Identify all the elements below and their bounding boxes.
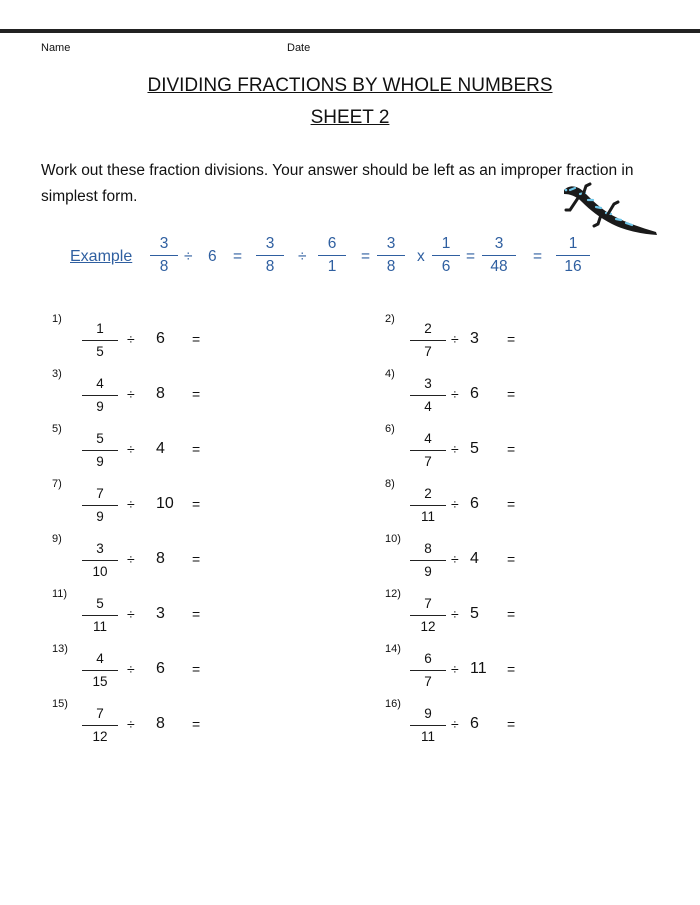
- whole-number: 5: [470, 440, 479, 457]
- divide-symbol: ÷: [127, 606, 135, 622]
- whole-number: 5: [470, 605, 479, 622]
- worksheet-subtitle: SHEET 2: [310, 107, 390, 128]
- divide-symbol: ÷: [127, 551, 135, 567]
- whole-number: 4: [156, 440, 165, 457]
- whole-number: 6: [156, 660, 165, 677]
- problem-item: [385, 588, 685, 640]
- problem-fraction: [410, 539, 446, 582]
- problem-item: [385, 423, 685, 475]
- equals-symbol: =: [192, 386, 201, 402]
- equals-symbol: =: [192, 441, 201, 457]
- divide-symbol: ÷: [127, 716, 135, 732]
- problem-item: [52, 478, 352, 530]
- fraction-denominator: 9: [96, 454, 104, 470]
- example-fraction: 1 6: [432, 234, 460, 277]
- fraction-denominator: 7: [424, 674, 432, 690]
- example-fraction: 3 8: [256, 234, 284, 277]
- fraction-denominator: 10: [92, 564, 108, 580]
- fraction-numerator: 6: [424, 651, 432, 666]
- equals-symbol: =: [192, 716, 201, 732]
- problem-item: [52, 423, 352, 475]
- divide-symbol: ÷: [451, 386, 459, 402]
- problem-fraction: [410, 594, 446, 637]
- problem-number: 2): [385, 313, 395, 325]
- name-label: Name: [41, 42, 71, 54]
- fraction-numerator: 8: [424, 541, 432, 556]
- equals-symbol: =: [192, 551, 201, 567]
- equals-symbol: =: [192, 606, 201, 622]
- fraction-numerator: 2: [424, 321, 432, 336]
- divide-symbol: ÷: [451, 331, 459, 347]
- problem-number: 4): [385, 368, 395, 380]
- fraction-denominator: 15: [92, 674, 108, 690]
- problem-fraction: [82, 319, 118, 362]
- problem-item: [52, 588, 352, 640]
- fraction-numerator: 3: [96, 541, 104, 556]
- divide-symbol: ÷: [451, 496, 459, 512]
- whole-number: 4: [470, 550, 479, 567]
- problem-fraction: [82, 594, 118, 637]
- whole-number: 11: [470, 660, 487, 677]
- whole-number: 8: [156, 385, 165, 402]
- equals-symbol: =: [361, 248, 371, 265]
- fraction-numerator: 4: [96, 651, 104, 666]
- problem-number: 5): [52, 423, 62, 435]
- fraction-denominator: 9: [424, 564, 432, 580]
- divide-symbol: ÷: [451, 716, 459, 732]
- problem-fraction: [410, 484, 446, 527]
- problem-number: 3): [52, 368, 62, 380]
- problem-fraction: [82, 484, 118, 527]
- problem-fraction: [410, 429, 446, 472]
- whole-number: 10: [156, 495, 174, 512]
- problem-item: [385, 368, 685, 420]
- equals-symbol: =: [507, 441, 516, 457]
- problem-fraction: [82, 429, 118, 472]
- equals-symbol: =: [507, 386, 516, 402]
- divide-symbol: ÷: [298, 248, 307, 265]
- problem-item: [385, 698, 685, 750]
- whole-number: 6: [156, 330, 165, 347]
- fraction-numerator: 7: [96, 706, 104, 721]
- problem-number: 15): [52, 698, 68, 710]
- problem-item: [52, 698, 352, 750]
- problem-number: 9): [52, 533, 62, 545]
- fraction-denominator: 5: [96, 344, 104, 360]
- fraction-numerator: 1: [96, 321, 104, 336]
- fraction-denominator: 7: [424, 454, 432, 470]
- whole-number: 8: [156, 550, 165, 567]
- fraction-denominator: 11: [420, 729, 435, 745]
- instructions: Work out these fraction divisions. Your answer should be left as an improper fraction in simplest form.: [41, 162, 634, 205]
- equals-symbol: =: [507, 606, 516, 622]
- worked-example: [0, 234, 700, 284]
- problem-number: 1): [52, 313, 62, 325]
- fraction-denominator: 9: [96, 509, 104, 525]
- problem-item: [385, 313, 685, 365]
- problem-number: 8): [385, 478, 395, 490]
- example-fraction: 6 1: [318, 234, 346, 277]
- problem-item: [385, 533, 685, 585]
- divide-symbol: ÷: [451, 661, 459, 677]
- problem-number: 6): [385, 423, 395, 435]
- example-fraction: 3 8: [150, 234, 178, 277]
- problem-fraction: [82, 374, 118, 417]
- divide-symbol: ÷: [127, 661, 135, 677]
- fraction-numerator: 4: [424, 431, 432, 446]
- equals-symbol: =: [192, 661, 201, 677]
- problem-item: [385, 643, 685, 695]
- date-label: Date: [287, 42, 311, 54]
- fraction-numerator: 9: [424, 706, 432, 721]
- whole-number: 3: [156, 605, 165, 622]
- fraction-denominator: 11: [92, 619, 107, 635]
- example-fraction: 3 48: [482, 234, 516, 277]
- problem-number: 11): [52, 588, 68, 600]
- fraction-numerator: 5: [96, 431, 104, 446]
- equals-symbol: =: [507, 551, 516, 567]
- fraction-denominator: 12: [92, 729, 108, 745]
- divide-symbol: ÷: [127, 441, 135, 457]
- problem-item: [385, 478, 685, 530]
- fraction-numerator: 2: [424, 486, 432, 501]
- problem-item: [52, 533, 352, 585]
- example-label: Example: [70, 248, 133, 265]
- problem-fraction: [410, 704, 446, 747]
- fraction-numerator: 7: [424, 596, 432, 611]
- whole-number: 3: [470, 330, 479, 347]
- whole-number: 8: [156, 715, 165, 732]
- equals-symbol: =: [507, 331, 516, 347]
- top-rule: [0, 29, 700, 33]
- fraction-numerator: 4: [96, 376, 104, 391]
- problem-number: 14): [385, 643, 401, 655]
- problem-item: [52, 313, 352, 365]
- equals-symbol: =: [192, 496, 201, 512]
- divide-symbol: ÷: [127, 496, 135, 512]
- equals-symbol: =: [507, 496, 516, 512]
- whole-number: 6: [470, 495, 479, 512]
- divide-symbol: ÷: [451, 606, 459, 622]
- fraction-numerator: 5: [96, 596, 104, 611]
- problem-number: 16): [385, 698, 401, 710]
- problem-fraction: [82, 649, 118, 692]
- problem-fraction: [410, 649, 446, 692]
- equals-symbol: =: [507, 716, 516, 732]
- fraction-numerator: 3: [424, 376, 432, 391]
- whole-number: 6: [470, 385, 479, 402]
- example-answer: 1 16: [556, 234, 590, 277]
- equals-symbol: =: [233, 248, 243, 265]
- divide-symbol: ÷: [451, 441, 459, 457]
- fraction-denominator: 7: [424, 344, 432, 360]
- example-whole-number: 6: [208, 248, 217, 265]
- equals-symbol: =: [466, 248, 476, 265]
- problem-number: 10): [385, 533, 401, 545]
- fraction-denominator: 9: [96, 399, 104, 415]
- divide-symbol: ÷: [127, 386, 135, 402]
- problem-fraction: [82, 704, 118, 747]
- fraction-denominator: 12: [420, 619, 436, 635]
- equals-symbol: =: [533, 248, 543, 265]
- problem-fraction: [82, 539, 118, 582]
- fraction-numerator: 7: [96, 486, 104, 501]
- divide-symbol: ÷: [127, 331, 135, 347]
- equals-symbol: =: [507, 661, 516, 677]
- problem-fraction: [410, 319, 446, 362]
- example-fraction: 3 8: [377, 234, 405, 277]
- problem-item: [52, 643, 352, 695]
- equals-symbol: =: [192, 331, 201, 347]
- worksheet-title: DIVIDING FRACTIONS BY WHOLE NUMBERS: [147, 75, 553, 96]
- problem-number: 13): [52, 643, 68, 655]
- problem-item: [52, 368, 352, 420]
- whole-number: 6: [470, 715, 479, 732]
- problem-number: 12): [385, 588, 401, 600]
- divide-symbol: ÷: [451, 551, 459, 567]
- times-symbol: x: [417, 248, 425, 265]
- divide-symbol: ÷: [184, 248, 193, 265]
- fraction-denominator: 4: [424, 399, 432, 415]
- fraction-denominator: 11: [420, 509, 435, 525]
- problem-number: 7): [52, 478, 62, 490]
- problem-fraction: [410, 374, 446, 417]
